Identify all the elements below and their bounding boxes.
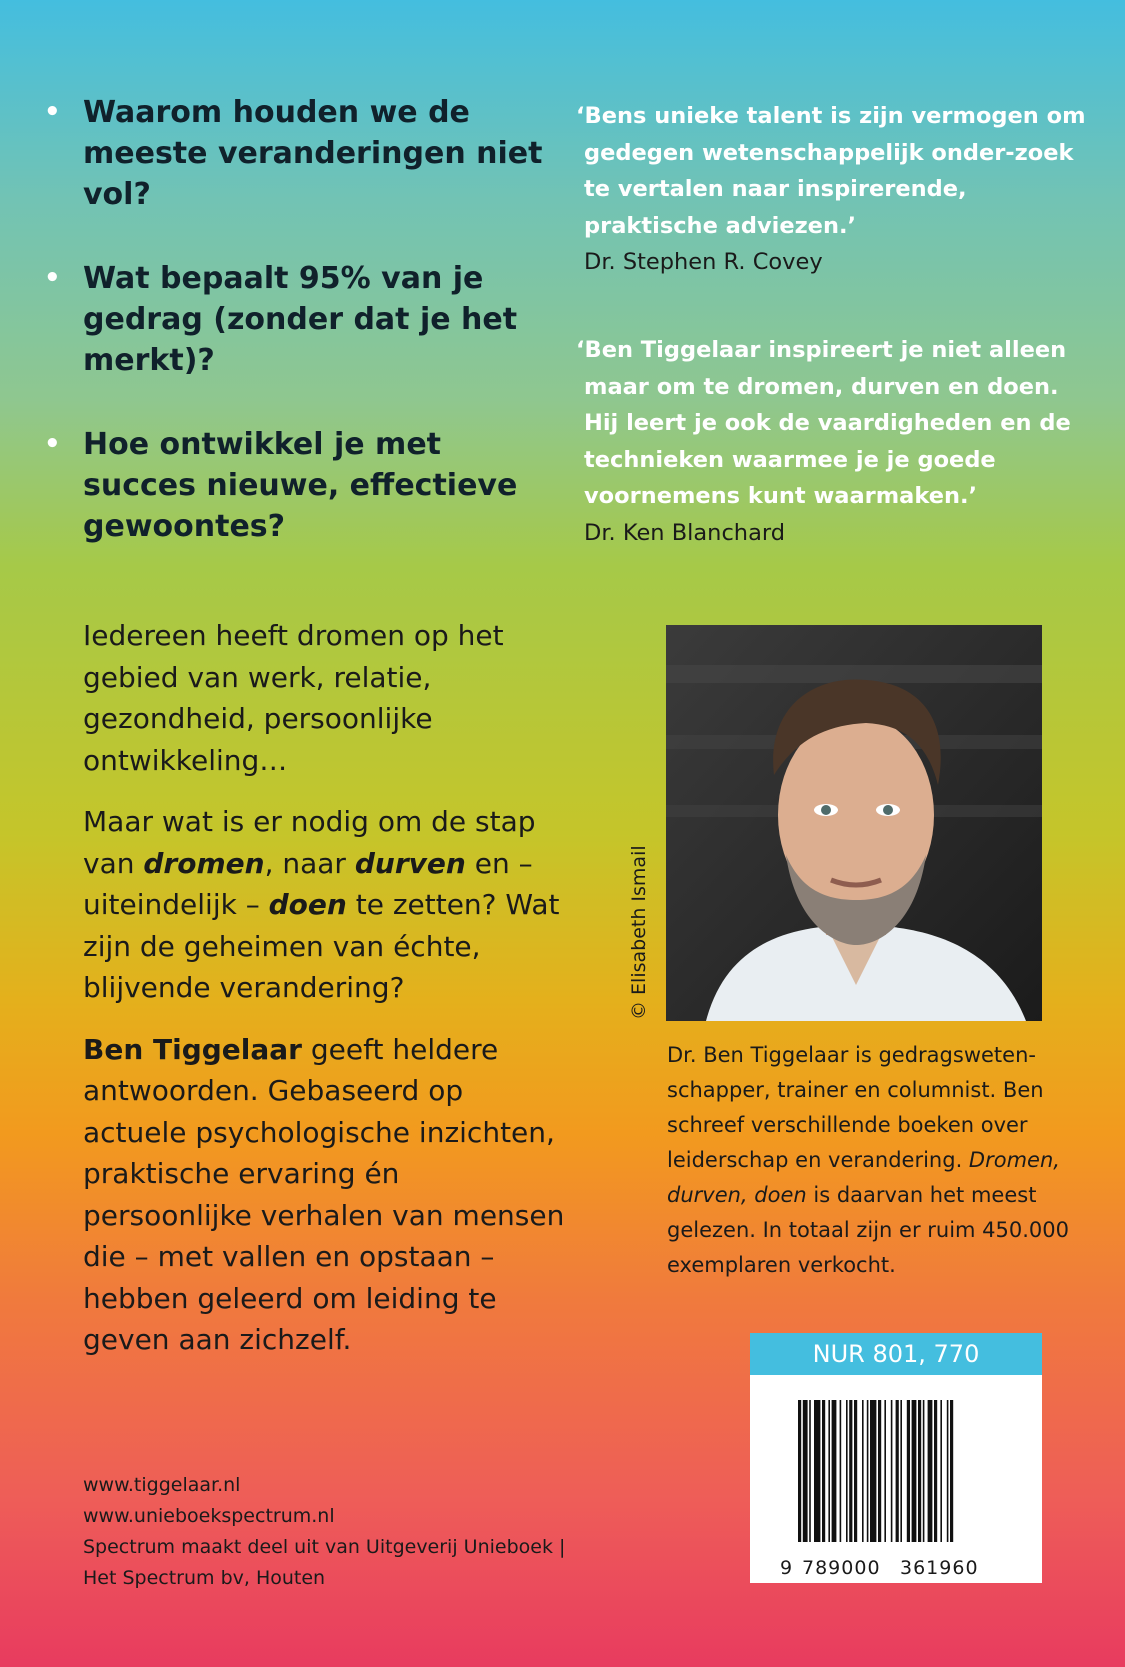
text-span: Maar wat is er nodig om de stap van xyxy=(83,805,536,880)
description-text xyxy=(83,615,573,1381)
nur-code: NUR 801, 770 xyxy=(750,1333,1042,1375)
author-bio xyxy=(667,1038,1087,1283)
quote-blanchard xyxy=(576,332,1096,551)
barcode-bar xyxy=(798,1400,801,1542)
barcode-bar xyxy=(891,1400,893,1542)
barcode-bar xyxy=(918,1400,921,1542)
paragraph-2 xyxy=(83,801,573,1009)
barcode-bar xyxy=(832,1400,837,1542)
bullet-icon: • xyxy=(44,429,61,459)
barcode-bar xyxy=(854,1400,857,1542)
photo-credit: © Elisabeth Ismail xyxy=(628,845,650,1020)
question-text: Waarom houden we de meeste veranderingen niet vol? xyxy=(83,95,543,212)
question-list xyxy=(44,92,544,590)
barcode-bar xyxy=(912,1400,917,1542)
isbn-first-digit: 9 xyxy=(780,1557,793,1579)
barcode-bar xyxy=(884,1400,886,1542)
barcode-bar xyxy=(878,1400,881,1542)
barcode-bar xyxy=(867,1400,869,1542)
barcode-bars xyxy=(798,1400,953,1542)
emphasis-dromen: dromen xyxy=(143,846,265,880)
question-text: Wat bepaalt 95% van je gedrag (zonder dat je het merkt)? xyxy=(83,261,518,378)
footer-info xyxy=(83,1470,565,1594)
barcode-bar xyxy=(803,1400,808,1542)
paragraph-3 xyxy=(83,1029,573,1361)
text-span: , naar xyxy=(264,846,355,880)
publisher-line: Het Spectrum bv, Houten xyxy=(83,1567,326,1589)
barcode-bar xyxy=(822,1400,825,1542)
barcode-bar xyxy=(940,1400,942,1542)
bullet-icon: • xyxy=(44,97,61,127)
barcode-bar xyxy=(923,1400,925,1542)
publisher-line: Spectrum maakt deel uit van Uitgeverij Unieboek | xyxy=(83,1536,566,1558)
website-link[interactable]: www.unieboekspectrum.nl xyxy=(83,1505,335,1527)
bio-text: is daarvan het meest gelezen. In totaal zijn er ruim 450.000 exemplaren verkocht. xyxy=(667,1183,1070,1277)
isbn-left-digits: 789000 xyxy=(802,1557,881,1579)
quote-author: Dr. Stephen R. Covey xyxy=(584,249,823,275)
question-item xyxy=(44,424,544,547)
text-span: te zetten? Wat zijn de geheimen van échte, blijvende verandering? xyxy=(83,888,560,1004)
question-text: Hoe ontwikkel je met succes nieuwe, effectieve gewoontes? xyxy=(83,427,518,544)
quote-text: ‘Bens unieke talent is zijn vermogen om gedegen wetenschappelijk onder-zoek te vertalen naar inspirerende, praktische adviezen.’ xyxy=(576,103,1086,239)
emphasis-durven: durven xyxy=(354,846,466,880)
website-link[interactable]: www.tiggelaar.nl xyxy=(83,1474,241,1496)
barcode-bar xyxy=(840,1400,842,1542)
text-span: en – uiteindelijk – xyxy=(83,846,533,921)
isbn-right-digits: 361960 xyxy=(900,1557,979,1579)
barcode-bar xyxy=(896,1400,899,1542)
emphasis-doen: doen xyxy=(268,888,347,921)
barcode-bar xyxy=(947,1400,949,1542)
question-item xyxy=(44,92,544,215)
barcode-bar xyxy=(934,1400,937,1542)
quote-author: Dr. Ken Blanchard xyxy=(584,519,785,546)
barcode-bar xyxy=(950,1400,953,1542)
barcode-bar xyxy=(849,1400,852,1542)
portrait-illustration xyxy=(666,625,1042,1021)
barcode-bar xyxy=(828,1400,830,1542)
question-item xyxy=(44,258,544,381)
barcode-bar xyxy=(928,1400,933,1542)
barcode-bar xyxy=(907,1400,910,1542)
barcode-icon xyxy=(750,1375,1042,1583)
author-photo xyxy=(666,625,1042,1021)
barcode-bar xyxy=(809,1400,811,1542)
barcode-bar xyxy=(900,1400,902,1542)
text-span: geeft heldere antwoorden. Gebaseerd op actuele psychologische inzichten, praktische ervaring én persoonlijke verhalen van mensen die – met vallen en opstaan – hebben geleerd om leiding te geven aan zichzelf. xyxy=(83,1032,565,1356)
barcode-bar xyxy=(862,1400,864,1542)
bullet-icon: • xyxy=(44,263,61,293)
book-title: Dromen, durven, doen xyxy=(667,1148,1060,1207)
author-name: Ben Tiggelaar xyxy=(83,1032,302,1066)
bio-text: Dr. Ben Tiggelaar is gedragsweten-schapper, trainer en columnist. Ben schreef verschillende boeken over leiderschap en verandering. xyxy=(667,1043,1044,1172)
barcode-bar xyxy=(814,1400,820,1542)
quote-covey xyxy=(576,98,1096,281)
barcode-bar xyxy=(870,1400,876,1542)
paragraph-1: Iedereen heeft dromen op het gebied van werk, relatie, gezondheid, persoonlijke ontwikkeling… xyxy=(83,619,504,777)
barcode-bar xyxy=(846,1400,848,1542)
quote-text: ‘Ben Tiggelaar inspireert je niet alleen maar om te dromen, durven en doen. Hij leert je ook de vaardigheden en de technieken waarmee je je goede voornemens kunt waarmaken.’ xyxy=(576,337,1071,509)
barcode-area xyxy=(750,1333,1042,1583)
